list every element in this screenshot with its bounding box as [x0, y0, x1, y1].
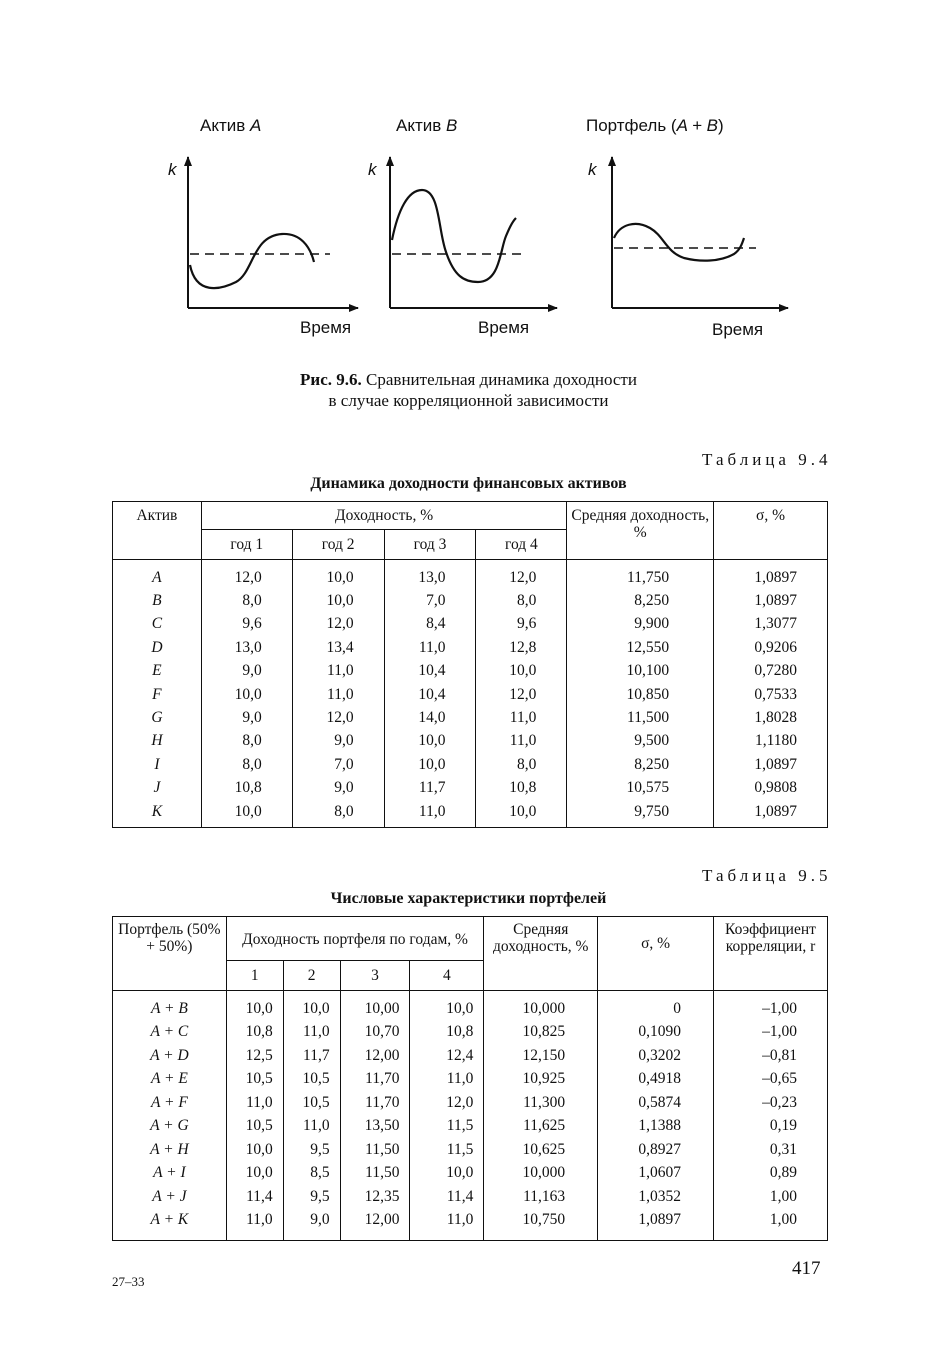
yield-cell: 10,5: [283, 1091, 340, 1115]
correlation-cell: 0,19: [713, 1115, 827, 1139]
asset-cell: F: [113, 683, 202, 706]
header-year-4: 4: [410, 961, 484, 991]
yield-cell: 10,4: [384, 660, 476, 683]
table-row: [113, 1138, 828, 1162]
yield-cell: 11,70: [340, 1068, 410, 1092]
sigma-cell: 0,4918: [598, 1068, 714, 1092]
yield-cell: 12,4: [410, 1044, 484, 1068]
yield-cell: 10,5: [283, 1068, 340, 1092]
yield-cell: 9,6: [476, 613, 567, 636]
printer-signature: 27–33: [112, 1274, 145, 1289]
yield-cell: 10,0: [476, 660, 567, 683]
sigma-cell: 0,5874: [598, 1091, 714, 1115]
table-row: [113, 1021, 828, 1045]
yield-cell: 12,0: [476, 560, 567, 590]
asset-cell: A: [113, 560, 202, 590]
yield-cell: 10,70: [340, 1021, 410, 1045]
asset-cell: C: [113, 613, 202, 636]
header-yield: Доходность, %: [201, 502, 567, 530]
yield-cell: 13,50: [340, 1115, 410, 1139]
sigma-cell: 1,1388: [598, 1115, 714, 1139]
graph-a-time-label: Время: [300, 318, 352, 337]
caption-line-1: Сравнительная динамика доходности: [361, 370, 637, 389]
header-year-2: год 2: [292, 530, 384, 560]
average-cell: 10,750: [484, 1209, 598, 1241]
yield-cell: 8,0: [292, 800, 384, 828]
table-9-4-label: Таблица 9.4: [702, 450, 832, 469]
average-cell: 11,625: [484, 1115, 598, 1139]
sigma-cell: 0,8927: [598, 1138, 714, 1162]
correlation-cell: –0,23: [713, 1091, 827, 1115]
portfolio-cell: A + E: [113, 1068, 227, 1092]
header-year-3: 3: [340, 961, 410, 991]
graph-title-suffix: ): [718, 116, 724, 135]
table-row: [113, 991, 828, 1021]
figure-caption: [0, 369, 937, 411]
yield-cell: 10,0: [384, 753, 476, 776]
sigma-cell: 1,0897: [714, 800, 828, 828]
yield-cell: 11,4: [410, 1185, 484, 1209]
yield-cell: 11,50: [340, 1162, 410, 1186]
asset-cell: K: [113, 800, 202, 828]
header-year-1: год 1: [201, 530, 292, 560]
yield-cell: 13,4: [292, 636, 384, 659]
sigma-cell: 1,0897: [714, 589, 828, 612]
graph-title-text: Актив: [396, 116, 447, 135]
graph-title-asset: B: [446, 116, 458, 135]
yield-cell: 11,0: [476, 706, 567, 729]
yield-cell: 11,0: [410, 1068, 484, 1092]
portfolio-cell: A + C: [113, 1021, 227, 1045]
table-row: [113, 613, 828, 636]
yield-cell: 8,4: [384, 613, 476, 636]
header-portfolio-yield: Доходность портфеля по годам, %: [226, 917, 484, 961]
yield-cell: 10,0: [476, 800, 567, 828]
table-9-5-title: Числовые характеристики портфелей: [330, 890, 607, 907]
yield-cell: 8,0: [201, 730, 292, 753]
yield-cell: 11,0: [292, 660, 384, 683]
sigma-cell: 1,0607: [598, 1162, 714, 1186]
graph-title-text: Актив: [200, 116, 251, 135]
average-cell: 10,625: [484, 1138, 598, 1162]
yield-cell: 10,0: [283, 991, 340, 1021]
figure-graphs-svg: [0, 0, 937, 360]
table-row: [113, 1068, 828, 1092]
header-year-4: год 4: [476, 530, 567, 560]
yield-cell: 14,0: [384, 706, 476, 729]
graph-a-k-label: k: [168, 160, 177, 179]
graph-title-asset: A + B: [676, 116, 718, 135]
average-cell: 12,150: [484, 1044, 598, 1068]
correlation-cell: –0,65: [713, 1068, 827, 1092]
yield-cell: 11,70: [340, 1091, 410, 1115]
header-year-1: 1: [226, 961, 283, 991]
asset-cell: J: [113, 777, 202, 800]
table-row: [113, 730, 828, 753]
yield-cell: 13,0: [384, 560, 476, 590]
sigma-cell: 0: [598, 991, 714, 1021]
yield-cell: 7,0: [292, 753, 384, 776]
average-cell: 12,550: [567, 636, 714, 659]
average-cell: 9,500: [567, 730, 714, 753]
yield-cell: 10,8: [226, 1021, 283, 1045]
correlation-cell: –1,00: [713, 1021, 827, 1045]
graph-portfolio-curve: [614, 224, 744, 261]
yield-cell: 10,0: [226, 991, 283, 1021]
yield-cell: 12,5: [226, 1044, 283, 1068]
yield-cell: 9,5: [283, 1138, 340, 1162]
header-sigma: σ, %: [598, 917, 714, 991]
average-cell: 11,300: [484, 1091, 598, 1115]
portfolio-cell: A + K: [113, 1209, 227, 1241]
yield-cell: 10,0: [226, 1162, 283, 1186]
yield-cell: 11,7: [283, 1044, 340, 1068]
graph-title-asset: A: [250, 116, 262, 135]
yield-cell: 9,6: [201, 613, 292, 636]
yield-cell: 10,0: [201, 683, 292, 706]
table-row: [113, 1209, 828, 1241]
portfolio-cell: A + H: [113, 1138, 227, 1162]
yield-cell: 8,5: [283, 1162, 340, 1186]
average-cell: 10,575: [567, 777, 714, 800]
yield-cell: 11,0: [384, 636, 476, 659]
yield-cell: 12,35: [340, 1185, 410, 1209]
asset-cell: I: [113, 753, 202, 776]
average-cell: 10,000: [484, 991, 598, 1021]
table-row: [113, 560, 828, 590]
yield-cell: 12,0: [292, 613, 384, 636]
table-9-4: [112, 501, 828, 828]
graph-a: [188, 157, 358, 308]
table-row: [113, 1044, 828, 1068]
yield-cell: 10,0: [384, 730, 476, 753]
yield-cell: 12,0: [410, 1091, 484, 1115]
table-row: [113, 1162, 828, 1186]
sigma-cell: 0,7533: [714, 683, 828, 706]
yield-cell: 11,0: [226, 1091, 283, 1115]
graph-b: [390, 157, 557, 308]
header-asset: Актив: [113, 502, 202, 560]
yield-cell: 8,0: [476, 589, 567, 612]
average-cell: 11,163: [484, 1185, 598, 1209]
yield-cell: 10,5: [226, 1115, 283, 1139]
table-row: [113, 636, 828, 659]
correlation-cell: 0,89: [713, 1162, 827, 1186]
graph-title-text: Портфель (: [586, 116, 677, 135]
table-9-4-title: Динамика доходности финансовых активов: [310, 475, 627, 492]
yield-cell: 10,00: [340, 991, 410, 1021]
asset-cell: H: [113, 730, 202, 753]
table-row: [113, 706, 828, 729]
sigma-cell: 1,0897: [598, 1209, 714, 1241]
average-cell: 10,000: [484, 1162, 598, 1186]
yield-cell: 10,0: [226, 1138, 283, 1162]
yield-cell: 9,0: [292, 777, 384, 800]
page-number: 417: [792, 1258, 821, 1279]
header-year-2: 2: [283, 961, 340, 991]
yield-cell: 10,0: [410, 1162, 484, 1186]
yield-cell: 13,0: [201, 636, 292, 659]
table-row: [113, 1185, 828, 1209]
portfolio-cell: A + I: [113, 1162, 227, 1186]
table-9-5-label: Таблица 9.5: [702, 866, 832, 885]
yield-cell: 10,8: [201, 777, 292, 800]
sigma-cell: 1,0352: [598, 1185, 714, 1209]
yield-cell: 8,0: [476, 753, 567, 776]
correlation-cell: –0,81: [713, 1044, 827, 1068]
yield-cell: 9,0: [201, 706, 292, 729]
average-cell: 8,250: [567, 589, 714, 612]
yield-cell: 10,0: [201, 800, 292, 828]
correlation-cell: 1,00: [713, 1209, 827, 1241]
yield-cell: 11,0: [283, 1115, 340, 1139]
yield-cell: 11,7: [384, 777, 476, 800]
graph-portfolio-k-label: k: [588, 160, 597, 179]
yield-cell: 11,5: [410, 1115, 484, 1139]
asset-cell: B: [113, 589, 202, 612]
sigma-cell: 0,1090: [598, 1021, 714, 1045]
yield-cell: 12,8: [476, 636, 567, 659]
yield-cell: 10,8: [476, 777, 567, 800]
graph-b-k-label: k: [368, 160, 377, 179]
average-cell: 8,250: [567, 753, 714, 776]
table-9-4-body: [113, 560, 828, 828]
portfolio-cell: A + J: [113, 1185, 227, 1209]
sigma-cell: 0,7280: [714, 660, 828, 683]
header-average: Средняя доходность, %: [484, 917, 598, 991]
header-portfolio: Портфель (50% + 50%): [113, 917, 227, 991]
yield-cell: 12,00: [340, 1209, 410, 1241]
yield-cell: 12,00: [340, 1044, 410, 1068]
yield-cell: 12,0: [201, 560, 292, 590]
sigma-cell: 1,8028: [714, 706, 828, 729]
table-row: [113, 589, 828, 612]
table-row: [113, 1091, 828, 1115]
caption-number: Рис. 9.6.: [300, 370, 362, 389]
table-row: [113, 683, 828, 706]
yield-cell: 9,0: [292, 730, 384, 753]
yield-cell: 11,0: [476, 730, 567, 753]
portfolio-cell: A + G: [113, 1115, 227, 1139]
table-9-5: [112, 916, 828, 1241]
yield-cell: 11,0: [283, 1021, 340, 1045]
yield-cell: 11,0: [226, 1209, 283, 1241]
portfolio-cell: A + B: [113, 991, 227, 1021]
average-cell: 10,825: [484, 1021, 598, 1045]
graph-portfolio: [612, 157, 788, 308]
average-cell: 9,900: [567, 613, 714, 636]
sigma-cell: 0,9808: [714, 777, 828, 800]
graph-portfolio-time-label: Время: [712, 320, 764, 339]
yield-cell: 9,0: [201, 660, 292, 683]
asset-cell: G: [113, 706, 202, 729]
yield-cell: 12,0: [476, 683, 567, 706]
caption-line-2: в случае корреляционной зависимости: [328, 391, 609, 410]
yield-cell: 7,0: [384, 589, 476, 612]
asset-cell: D: [113, 636, 202, 659]
yield-cell: 10,0: [292, 589, 384, 612]
yield-cell: 9,0: [283, 1209, 340, 1241]
correlation-cell: 1,00: [713, 1185, 827, 1209]
sigma-cell: 1,0897: [714, 753, 828, 776]
header-year-3: год 3: [384, 530, 476, 560]
yield-cell: 11,50: [340, 1138, 410, 1162]
average-cell: 9,750: [567, 800, 714, 828]
yield-cell: 11,4: [226, 1185, 283, 1209]
yield-cell: 10,4: [384, 683, 476, 706]
yield-cell: 11,5: [410, 1138, 484, 1162]
average-cell: 10,100: [567, 660, 714, 683]
average-cell: 11,500: [567, 706, 714, 729]
graph-a-curve: [190, 234, 314, 288]
yield-cell: 12,0: [292, 706, 384, 729]
sigma-cell: 1,1180: [714, 730, 828, 753]
average-cell: 10,925: [484, 1068, 598, 1092]
average-cell: 11,750: [567, 560, 714, 590]
correlation-cell: –1,00: [713, 991, 827, 1021]
header-correlation: Коэффициент корреляции, r: [713, 917, 827, 991]
average-cell: 10,850: [567, 683, 714, 706]
portfolio-cell: A + F: [113, 1091, 227, 1115]
header-average: Средняя доходность, %: [567, 502, 714, 560]
sigma-cell: 0,9206: [714, 636, 828, 659]
correlation-cell: 0,31: [713, 1138, 827, 1162]
portfolio-cell: A + D: [113, 1044, 227, 1068]
yield-cell: 11,0: [384, 800, 476, 828]
yield-cell: 10,8: [410, 1021, 484, 1045]
table-row: [113, 800, 828, 828]
graph-b-curve: [392, 190, 516, 282]
header-sigma: σ, %: [714, 502, 828, 560]
graph-b-time-label: Время: [478, 318, 530, 337]
table-row: [113, 753, 828, 776]
table-row: [113, 777, 828, 800]
yield-cell: 8,0: [201, 753, 292, 776]
sigma-cell: 1,3077: [714, 613, 828, 636]
asset-cell: E: [113, 660, 202, 683]
table-row: [113, 660, 828, 683]
yield-cell: 10,5: [226, 1068, 283, 1092]
yield-cell: 10,0: [292, 560, 384, 590]
table-row: [113, 1115, 828, 1139]
sigma-cell: 1,0897: [714, 560, 828, 590]
sigma-cell: 0,3202: [598, 1044, 714, 1068]
yield-cell: 11,0: [410, 1209, 484, 1241]
table-9-5-body: [113, 991, 828, 1241]
yield-cell: 10,0: [410, 991, 484, 1021]
yield-cell: 11,0: [292, 683, 384, 706]
yield-cell: 9,5: [283, 1185, 340, 1209]
yield-cell: 8,0: [201, 589, 292, 612]
